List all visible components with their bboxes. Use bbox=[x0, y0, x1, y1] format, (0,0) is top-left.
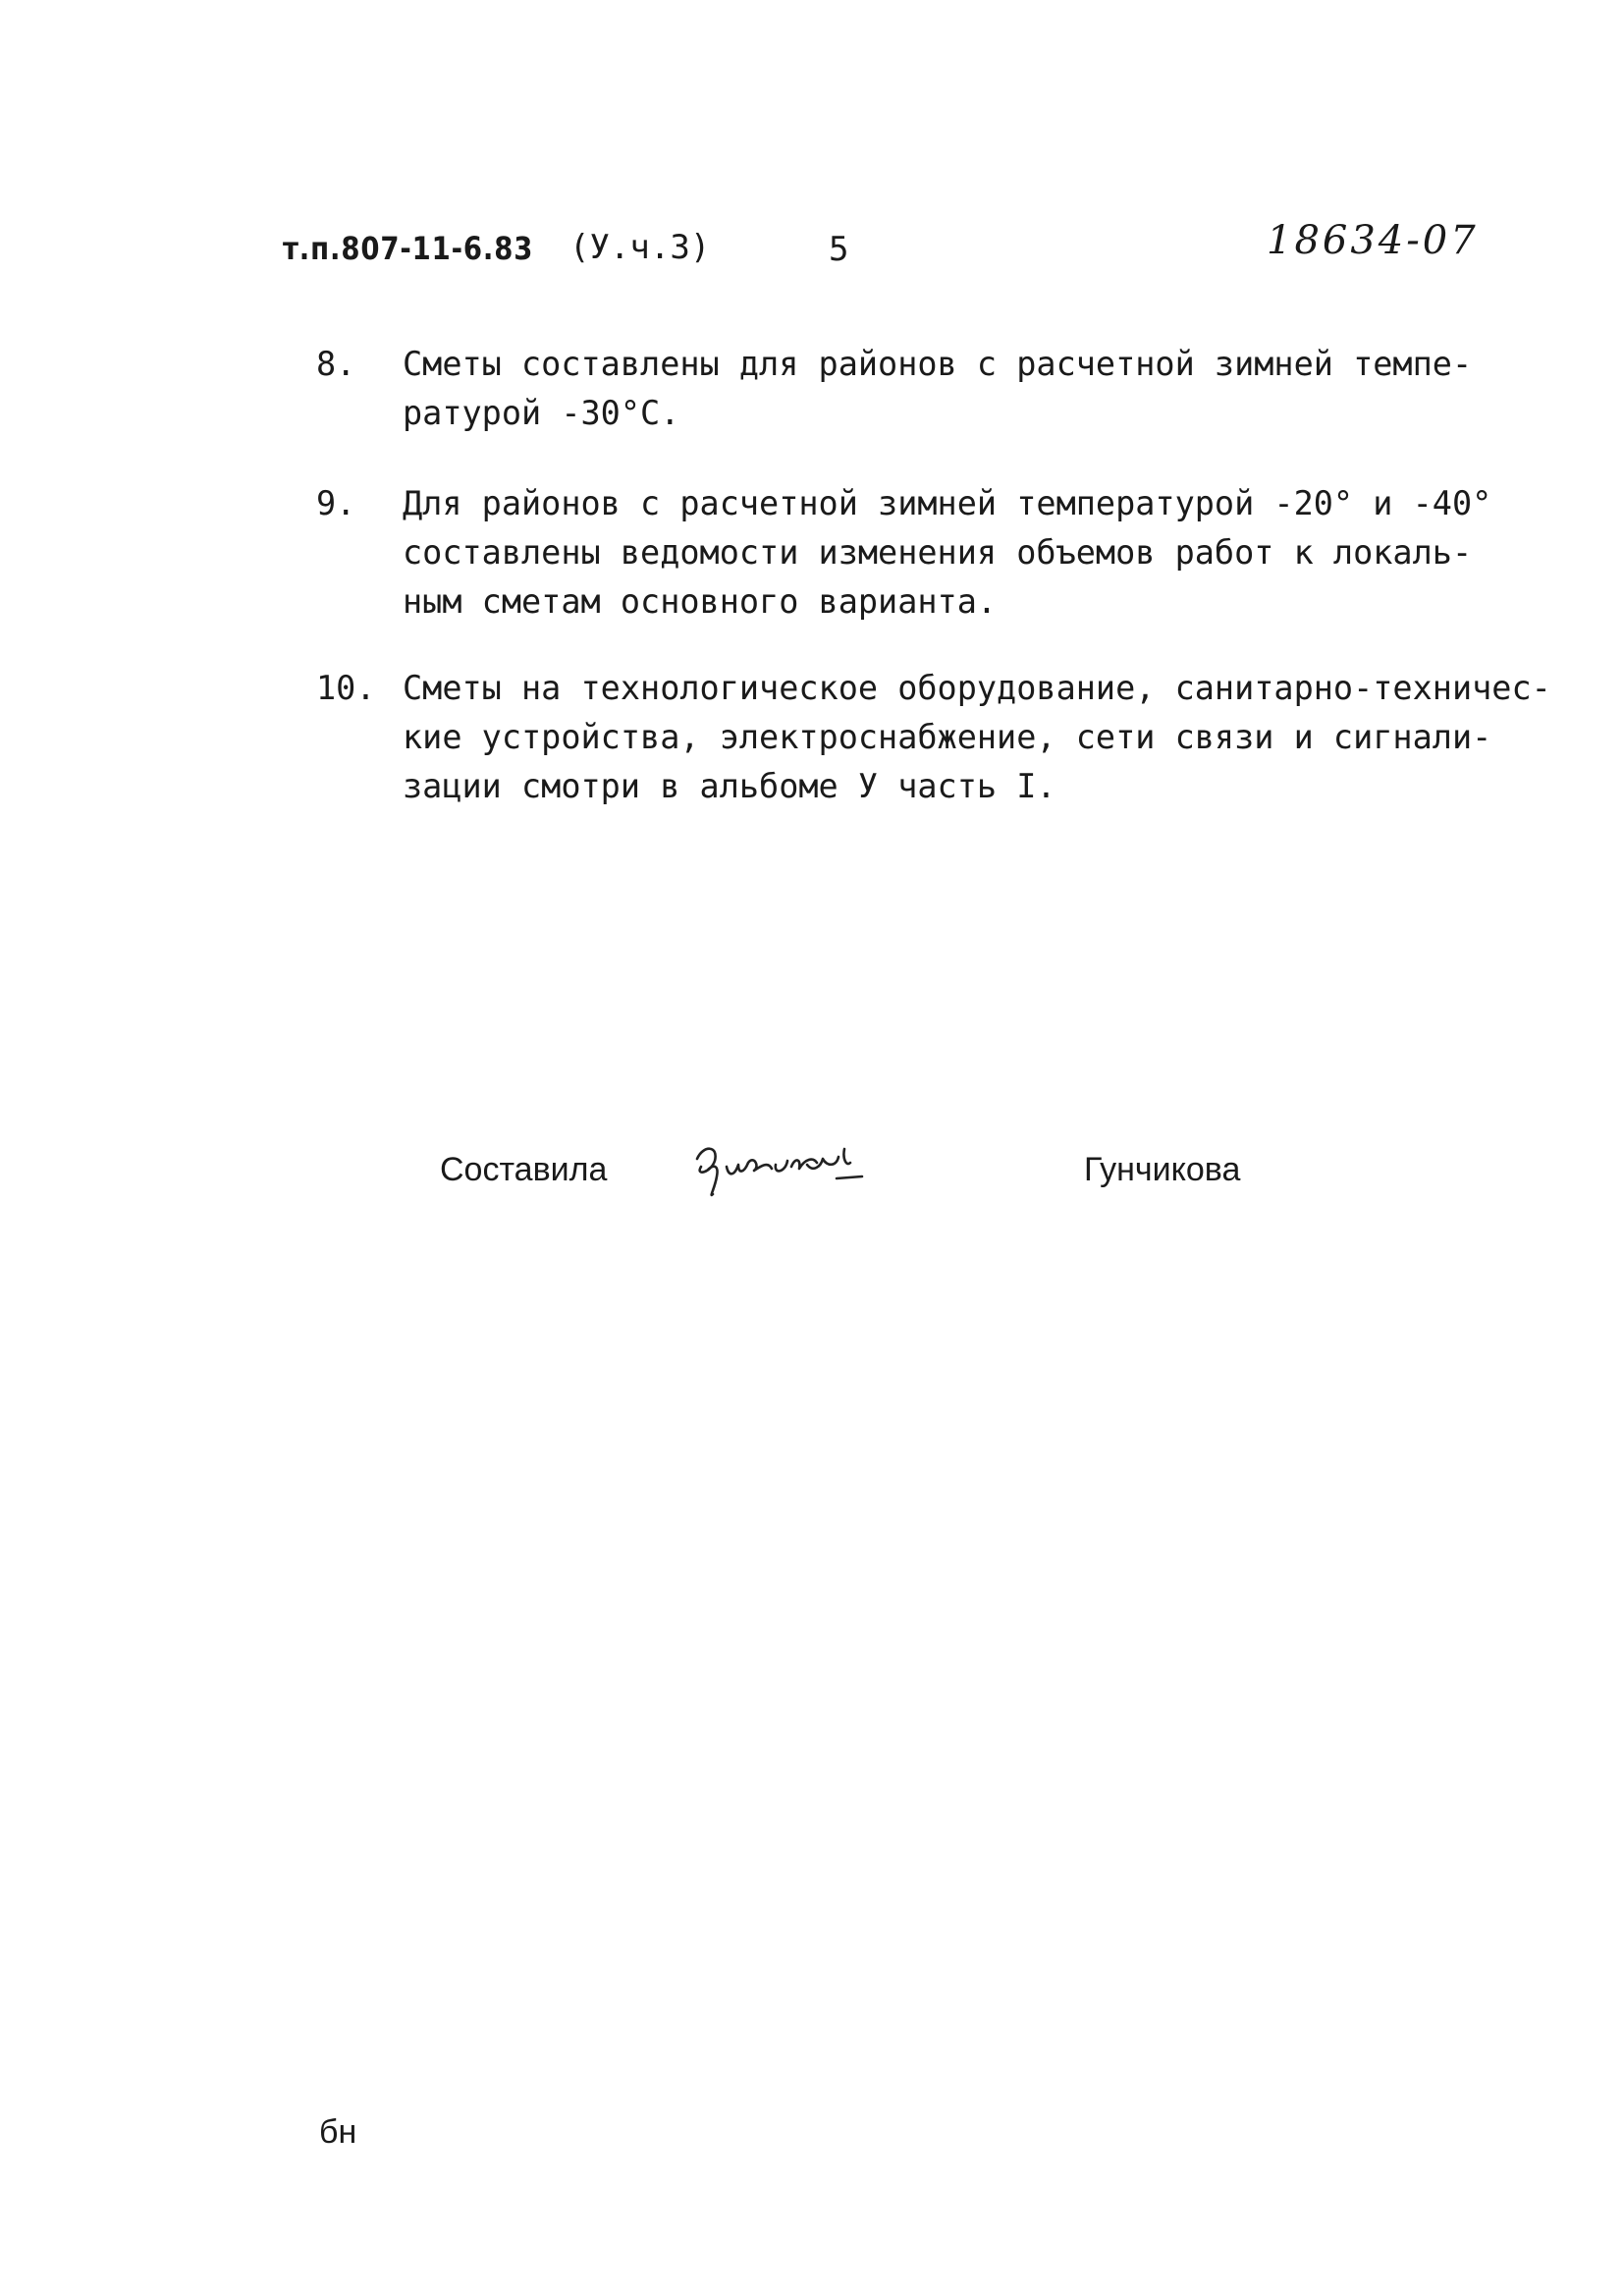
document-number: 18634-07 bbox=[1267, 218, 1479, 263]
note-text: Для районов с расчетной зимней температурой -20° и -40° составлены ведомости изменения объемов работ к локаль- ным сметам основного варианта. bbox=[403, 484, 1492, 621]
note-text: Сметы на технологическое оборудование, санитарно-техничес- кие устройства, электроснабжение, сети связи и сигнали- зации смотри в альбоме У часть I. bbox=[403, 669, 1551, 805]
note-text: Сметы составлены для районов с расчетной зимней темпе- ратурой -30°С. bbox=[403, 345, 1473, 432]
note-number: 8. bbox=[316, 345, 356, 383]
note-item bbox=[316, 340, 1593, 438]
album-part: (У.ч.3) bbox=[569, 228, 711, 267]
signer-name: Гунчикова bbox=[1084, 1151, 1241, 1188]
page-number: 5 bbox=[829, 230, 849, 269]
note-number: 9. bbox=[316, 484, 356, 522]
note-item bbox=[316, 664, 1593, 811]
compiled-by-label: Составила bbox=[440, 1151, 608, 1188]
series-code: т.п.807-11-6.83 bbox=[283, 230, 534, 267]
footer-mark: бн bbox=[319, 2113, 357, 2151]
note-item bbox=[316, 479, 1593, 627]
handwritten-signature bbox=[689, 1137, 876, 1206]
note-number: 10. bbox=[316, 669, 376, 707]
